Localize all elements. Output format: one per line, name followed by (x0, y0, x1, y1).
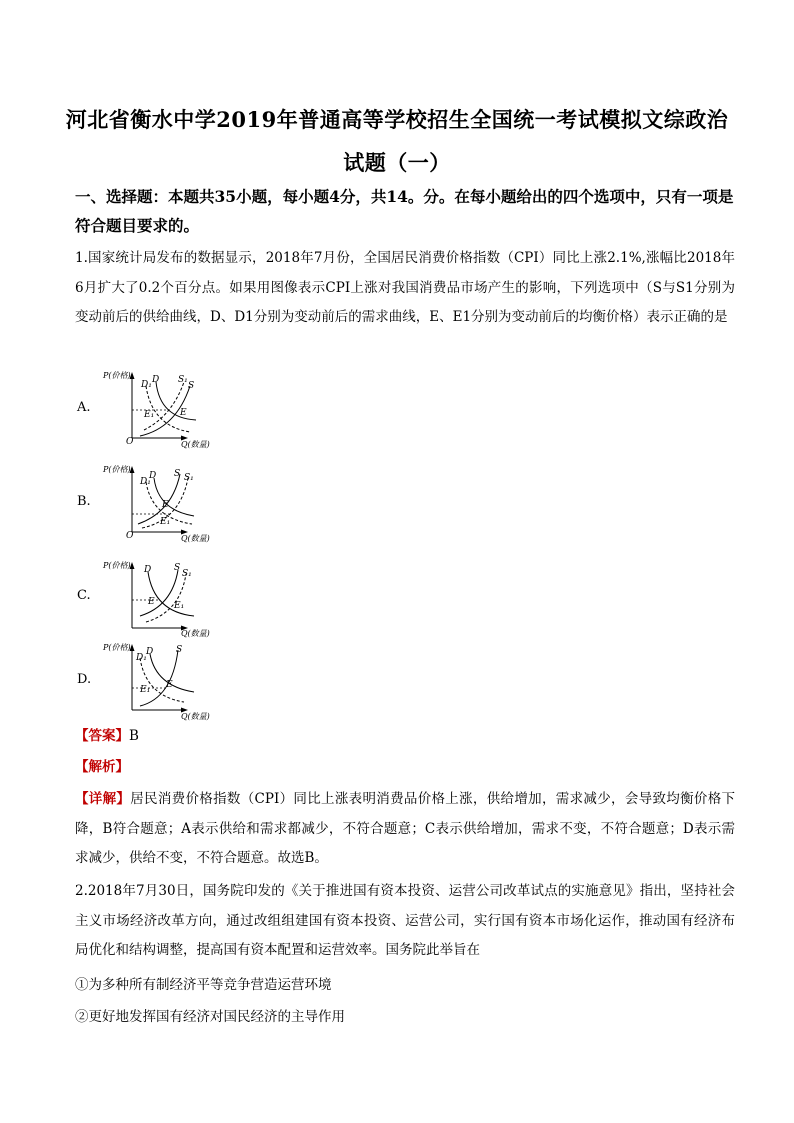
q1-detail (75, 785, 735, 874)
doc-title-line2: 试题（一） (343, 150, 451, 175)
curve-label-s: S (176, 645, 183, 655)
q1-answer (75, 722, 735, 752)
q1-option-a-label[interactable]: A. (77, 400, 91, 415)
y-axis-label: P(价格) (103, 643, 131, 652)
demand-curve-d1 (140, 658, 184, 702)
x-axis-label: Q(数量) (181, 440, 210, 449)
point-label-e: E (166, 680, 173, 690)
point-label-e: E (162, 500, 169, 510)
curve-label-s1: S₁ (178, 375, 188, 385)
q2-stem: 2.2018年7月30日，国务院印发的《关于推进国有资本投资、运营公司改革试点的实施意见》指出，坚持社会主义市场经济改革方向，通过改组组建国有资本投资、运营公司，实行国有资本市场化运作，推动国有经济布局优化和结构调整，提高国有资本配置和运营效率。国务院此举旨在 (75, 883, 735, 958)
q2-option-2[interactable]: ②更好地发挥国有经济对国民经济的主导作用 (75, 1009, 345, 1025)
q1-option-c-label[interactable]: C. (77, 588, 91, 603)
analysis-tag: 【解析】 (75, 759, 129, 775)
q1-option-b-label[interactable]: B. (77, 494, 91, 509)
point-label-e: E (180, 408, 187, 418)
point-label-e1: E₁ (144, 410, 155, 420)
curve-label-d1: D₁ (140, 477, 151, 487)
answer-tag: 【答案】 (75, 728, 129, 744)
doc-title-line1: 河北省衡水中学2019年普通高等学校招生全国统一考试模拟文综政治 (65, 107, 729, 132)
detail-text: 居民消费价格指数（CPI）同比上涨表明消费品价格上涨，供给增加，需求减少，会导致均衡价格下降，B符合题意；A表示供给和需求都减少，不符合题意；C表示供给增加，需求不变，不符合题意；D表示需求减少，供给不变，不符合题意。故选B。 (75, 791, 736, 866)
x-axis-label: Q(数量) (181, 534, 210, 543)
q1-option-c-chart (96, 556, 226, 638)
origin-label: O (126, 531, 134, 541)
point-label-e1: E₁ (160, 517, 171, 527)
point-label-e1: E₁ (140, 685, 151, 695)
q1-analysis-tag (75, 753, 735, 783)
q1-option-d-chart (96, 640, 226, 722)
curve-label-d: D (144, 565, 152, 575)
point-label-e1: E₁ (174, 601, 185, 611)
q2-option-1[interactable]: ①为多种所有制经济平等竞争营造运营环境 (75, 977, 332, 993)
curve-label-s: S (174, 469, 181, 479)
y-axis-label: P(价格) (103, 465, 131, 474)
q1-option-d-label[interactable]: D. (77, 672, 92, 687)
q1-option-b-chart (96, 462, 226, 544)
origin-label: O (126, 437, 134, 447)
q1-option-a-chart (96, 368, 226, 450)
supply-curve-s (140, 570, 178, 616)
curve-label-s: S (188, 381, 195, 391)
answer-value: B (129, 728, 139, 744)
curve-label-d: D (152, 375, 160, 385)
section-heading: 一、选择题：本题共35小题，每小题4分，共14。分。在每小题给出的四个选项中，只有一项是符合题目要求的。 (75, 187, 734, 235)
curve-label-d1: D₁ (141, 380, 152, 390)
y-axis-label: P(价格) (103, 371, 131, 380)
curve-label-d1: D₁ (136, 653, 147, 663)
detail-tag: 【详解】 (75, 791, 131, 807)
curve-label-s1: S₁ (184, 473, 194, 483)
x-axis-label: Q(数量) (181, 629, 210, 638)
curve-label-s1: S₁ (182, 569, 192, 579)
q1-stem: 1.国家统计局发布的数据显示，2018年7月份，全国居民消费价格指数（CPI）同比上涨2.1%,涨幅比2018年6月扩大了0.2个百分点。如果用图像表示CPI上涨对我国消费品市场产生的影响，下列选项中（S与S1分别为变动前后的供给曲线，D、D1分别为变动前后的需求曲线，E、E1分别为变动前后的均衡价格）表示正确的是 (75, 250, 735, 325)
point-label-e: E (148, 597, 155, 607)
curve-label-d: D (149, 471, 157, 481)
x-axis-label: Q(数量) (181, 712, 210, 721)
curve-label-s: S (174, 563, 181, 573)
curve-label-d: D (146, 647, 154, 657)
y-axis-label: P(价格) (103, 561, 131, 570)
